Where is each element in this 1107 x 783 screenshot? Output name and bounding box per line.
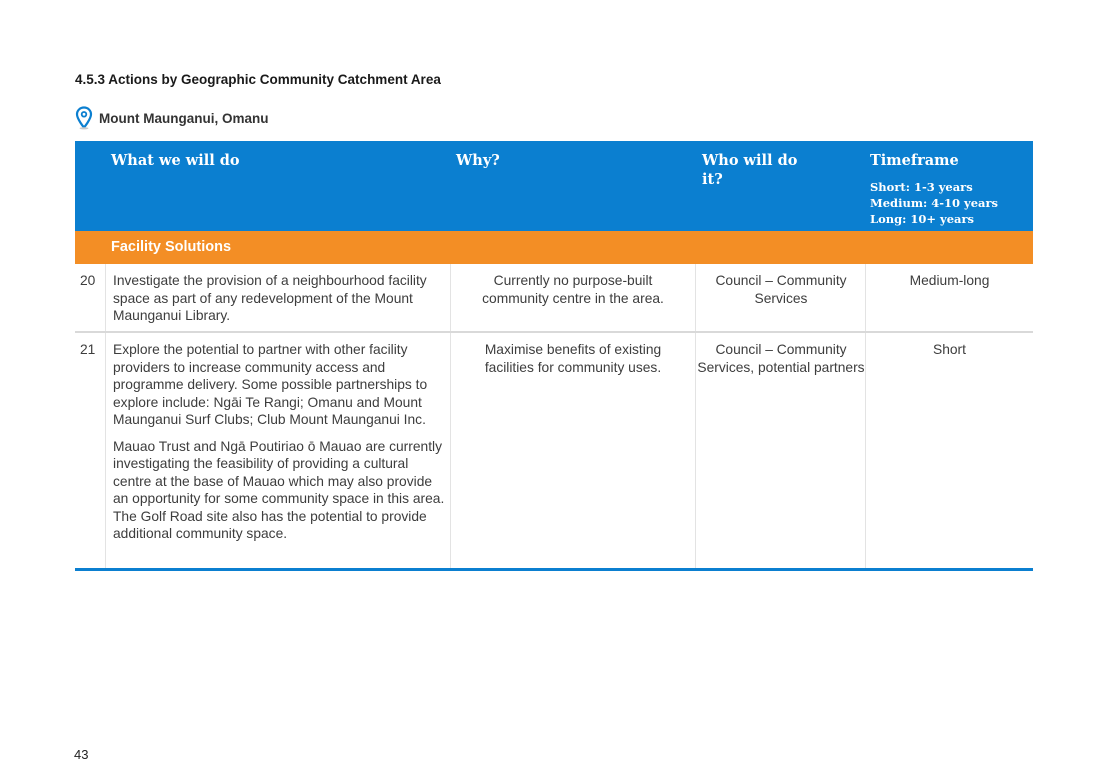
row-number: 20 [80, 273, 96, 288]
who-text: Council – Community Services, potential partners [697, 342, 865, 375]
row-number: 21 [80, 342, 96, 357]
table-row [75, 333, 1033, 571]
timeframe-short: Short: 1-3 years [870, 180, 973, 194]
timeframe-text: Medium-long [909, 273, 990, 288]
column-divider [105, 264, 106, 331]
header-timeframe [870, 151, 998, 227]
section-heading: 4.5.3 Actions by Geographic Community Catchment Area [75, 72, 441, 87]
who-text: Council – Community Services [715, 273, 847, 306]
action-text [113, 272, 445, 325]
timeframe-text: Short [933, 342, 966, 357]
timeframe-long: Long: 10+ years [870, 212, 975, 226]
action-text [113, 341, 445, 543]
table-header [75, 141, 1033, 231]
why-text: Currently no purpose-built community centre in the area. [482, 273, 664, 306]
action-paragraph: Mauao Trust and Ngā Poutiriao ō Mauao are currently investigating the feasibility of providing a cultural centre at the base of Mauao which may also provide an opportunity for some community space in this area. The Golf Road site also has the potential to provide additional community space. [113, 438, 445, 541]
header-who: Who will do it? [702, 152, 798, 188]
column-divider [105, 333, 106, 568]
header-why: Why? [456, 152, 500, 169]
location-label [75, 106, 268, 130]
group-band: Facility Solutions [75, 231, 1033, 264]
table-row [75, 264, 1033, 333]
actions-table [75, 141, 1033, 571]
action-paragraph: Investigate the provision of a neighbourhood facility space as part of any redevelopment of the Mount Maunganui Library. [113, 273, 427, 323]
column-divider [450, 333, 451, 568]
column-divider [450, 264, 451, 331]
location-name: Mount Maunganui, Omanu [99, 110, 269, 126]
page-number: 43 [74, 747, 89, 762]
timeframe-medium: Medium: 4-10 years [870, 196, 998, 210]
header-timeframe-title: Timeframe [870, 152, 959, 169]
timeframe-legend [870, 179, 998, 227]
why-text: Maximise benefits of existing facilities for community uses. [484, 342, 662, 375]
action-paragraph: Explore the potential to partner with other facility providers to increase community access and programme delivery. Some possible partnerships to explore include: Ngāi Te Rangi; Omanu and Mount Maunganui Surf Clubs; Club Mount Maunganui Inc. [113, 342, 428, 427]
map-pin-icon [75, 106, 93, 130]
header-what: What we will do [111, 152, 240, 169]
